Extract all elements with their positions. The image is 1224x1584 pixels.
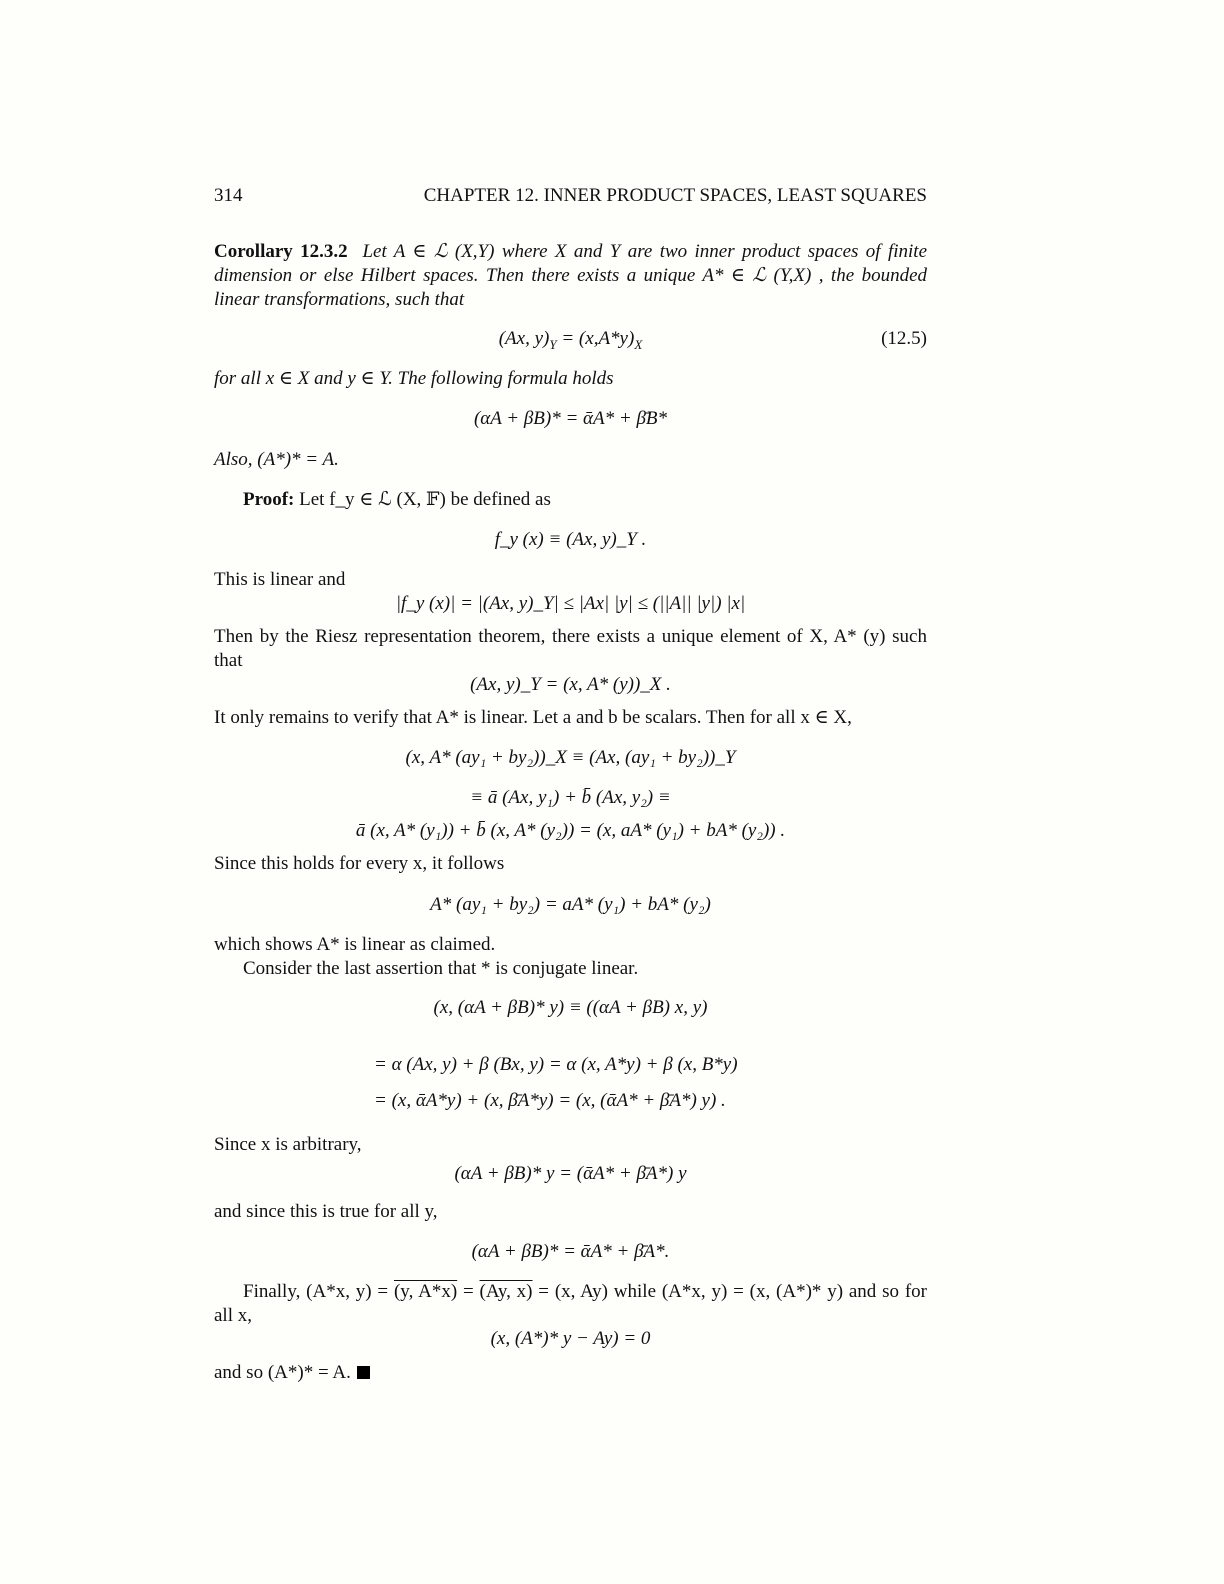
equation-conj-1: (x, (αA + βB)* y) ≡ ((αA + βB) x, y) <box>433 997 708 1018</box>
corollary-line-1 <box>214 241 927 263</box>
equation-linear-4: A* (ay₁ + by₂) = aA* (y₁) + bA* (y₂) <box>430 894 711 915</box>
eq-part: (Ax, y) <box>498 328 550 349</box>
corollary-line-2: dimension or else Hilbert spaces. Then there exists a unique A* ∈ ℒ (Y,X) , the bounded <box>214 265 927 286</box>
equation-conj-5: (αA + βB)* = ᾱA* + β̄A*. <box>471 1241 670 1262</box>
equation-linear-3: ā (x, A* (y₁)) + b̄ (x, A* (y₂)) = (x, aA* (y₁) + bA* (y₂)) . <box>355 820 786 841</box>
proof-line-5: It only remains to verify that A* is linear. Let a and b be scalars. Then for all x ∈ X, <box>214 707 852 728</box>
proof-label: Proof: <box>243 489 295 510</box>
proof-line-11: all x, <box>214 1305 252 1326</box>
equation-linear-1: (x, A* (ay₁ + by₂))_X ≡ (Ax, (ay₁ + by₂))_Y <box>405 747 736 768</box>
eq-sub: Y <box>549 336 557 352</box>
equation-riesz: (Ax, y)_Y = (x, A* (y))_X . <box>470 674 671 695</box>
equation-12-5 <box>214 328 927 350</box>
proof-line-2: This is linear and <box>214 569 346 590</box>
equation-bound: |f_y (x)| = |(Ax, y)_Y| ≤ |Ax| |y| ≤ (||A|| |y|) |x| <box>395 593 746 614</box>
corollary-line-5: Also, (A*)* = A. <box>214 449 339 470</box>
page-number: 314 <box>214 185 243 206</box>
page-header <box>214 185 927 207</box>
equation-number: (12.5) <box>881 328 927 349</box>
proof-line-12 <box>214 1362 927 1384</box>
corollary-line-4: for all x ∈ X and y ∈ Y. The following formula holds <box>214 368 614 389</box>
equation-conj-6: (x, (A*)* y − Ay) = 0 <box>490 1328 651 1349</box>
equation-linear-2: ≡ ā (Ax, y₁) + b̄ (Ax, y₂) ≡ <box>470 787 671 808</box>
proof-line-finally <box>214 1281 927 1303</box>
equation-conj-2: = α (Ax, y) + β (Bx, y) = α (x, A*y) + β (x, B*y) <box>374 1054 738 1075</box>
proof-text: Let f_y ∈ ℒ (X, 𝔽) be defined as <box>294 489 551 510</box>
corollary-text: Let A ∈ ℒ (X,Y) where X and Y are two inner product spaces of finite <box>362 241 927 262</box>
conjugate-expression: (y, A*x) <box>393 1281 458 1302</box>
corollary-line-3: linear transformations, such that <box>214 289 465 310</box>
proof-line-1 <box>214 489 927 511</box>
text-part: = <box>457 1281 480 1302</box>
chapter-title: CHAPTER 12. INNER PRODUCT SPACES, LEAST SQUARES <box>423 185 927 206</box>
text-part: Finally, (A*x, y) = <box>243 1281 394 1302</box>
text-part: = (x, Ay) while (A*x, y) = (x, (A*)* y) and so for <box>532 1281 927 1302</box>
proof-line-4: that <box>214 650 243 671</box>
text-part: and so (A*)* = A. <box>214 1362 351 1383</box>
conjugate-expression: (Ay, x) <box>479 1281 533 1302</box>
proof-line-10: and since this is true for all y, <box>214 1201 438 1222</box>
eq-sub: X <box>634 336 643 352</box>
equation-adjoint-sum: (αA + βB)* = ᾱA* + β̄B* <box>473 408 668 429</box>
eq-part: = (x,A*y) <box>556 328 635 349</box>
proof-line-7: which shows A* is linear as claimed. <box>214 934 496 955</box>
proof-line-8: Consider the last assertion that * is conjugate linear. <box>243 958 639 979</box>
corollary-label: Corollary 12.3.2 <box>214 241 348 262</box>
proof-line-6: Since this holds for every x, it follows <box>214 853 505 874</box>
proof-line-9: Since x is arbitrary, <box>214 1134 362 1155</box>
proof-line-3: Then by the Riesz representation theorem, there exists a unique element of X, A* (y) such <box>214 626 927 647</box>
equation-conj-3: = (x, ᾱA*y) + (x, β̄A*y) = (x, (ᾱA* + β̄A*) y) . <box>374 1090 726 1111</box>
qed-square-icon <box>357 1366 370 1379</box>
equation-conj-4: (αA + βB)* y = (ᾱA* + β̄A*) y <box>454 1163 687 1184</box>
equation-fy: f_y (x) ≡ (Ax, y)_Y . <box>494 529 647 550</box>
